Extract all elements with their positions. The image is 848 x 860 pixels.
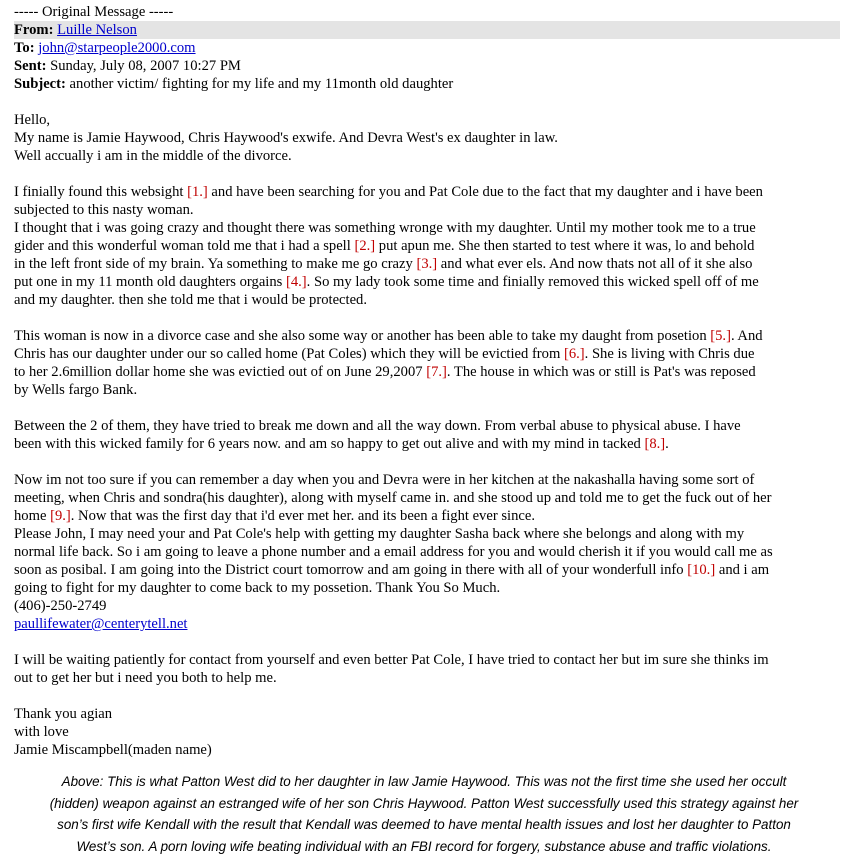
email-link-row xyxy=(14,615,840,633)
paragraph-divorce-case xyxy=(14,327,840,399)
text-span: home xyxy=(14,508,51,524)
text-span: . And xyxy=(730,328,763,344)
body-line: Please John, I may need your and Pat Cole's help with getting my daughter Sasha back where she belongs and along with my xyxy=(14,526,745,542)
reference-6: [6.] xyxy=(563,346,585,362)
signature-block xyxy=(14,705,840,759)
body-line: My name is Jamie Haywood, Chris Haywood's exwife. And Devra West's ex daughter in law. xyxy=(14,130,558,146)
body-line xyxy=(14,507,840,525)
signature-name: Jamie Miscampbell(maden name) xyxy=(14,742,212,758)
body-line xyxy=(14,273,840,291)
text-span: . The house in which was or still is Pat's was reposed xyxy=(446,364,756,380)
text-span: been with this wicked family for 6 years now. and am so happy to get out alive and with my mind in tacked xyxy=(14,436,645,452)
to-recipient-link[interactable]: john@starpeople2000.com xyxy=(38,40,196,56)
body-line: Thank you agian xyxy=(14,706,113,722)
paragraph-abuse xyxy=(14,417,840,453)
paragraph-websight xyxy=(14,183,840,309)
body-line xyxy=(14,327,840,345)
body-line xyxy=(14,363,840,381)
reference-7: [7.] xyxy=(426,364,447,380)
sent-label: Sent: xyxy=(14,58,47,74)
body-line: and my daughter. then she told me that i would be protected. xyxy=(14,292,368,308)
body-line xyxy=(14,345,840,363)
caption-line: Above: This is what Patton West did to her daughter in law Jamie Haywood. This was not the first time she used her occult xyxy=(61,774,787,789)
text-span: put one in my 11 month old daughters orgains xyxy=(14,274,286,290)
to-label: To: xyxy=(14,40,35,56)
body-line: meeting, when Chris and sondra(his daughter), along with myself came in. and she stood up and told me to get the fuck out of her xyxy=(14,490,772,506)
original-message-divider: ----- Original Message ----- xyxy=(14,4,174,20)
text-span: gider and this wonderful woman told me that i had a spell xyxy=(14,238,355,254)
reference-10: [10.] xyxy=(687,562,716,578)
text-span: . So my lady took some time and finially removed this wicked spell off of me xyxy=(306,274,759,290)
subject-label: Subject: xyxy=(14,76,66,92)
text-span: . xyxy=(665,436,669,452)
reference-2: [2.] xyxy=(354,238,376,254)
body-line xyxy=(14,561,840,579)
reference-9: [9.] xyxy=(50,508,71,524)
body-line: Hello, xyxy=(14,112,51,128)
from-row xyxy=(14,21,840,39)
email-address-link[interactable]: paullifewater@centerytell.net xyxy=(14,616,188,632)
reference-4: [4.] xyxy=(286,274,307,290)
to-row xyxy=(14,39,840,57)
body-line: going to fight for my daughter to come back to my possetion. Thank You So Much. xyxy=(14,580,501,596)
body-line xyxy=(14,183,840,201)
body-line: out to get her but i need you both to help me. xyxy=(14,670,277,686)
paragraph-greeting xyxy=(14,111,840,165)
text-span: I finially found this websight xyxy=(14,184,188,200)
text-span: This woman is now in a divorce case and she also some way or another has been able to take my daught from posetion xyxy=(14,328,711,344)
email-message xyxy=(14,3,840,759)
from-label: From: xyxy=(14,22,54,38)
reference-8: [8.] xyxy=(644,436,666,452)
body-line xyxy=(14,237,840,255)
caption-line: West’s son. A porn loving wife beating individual with an FBI record for forgery, substance abuse and traffic violations. xyxy=(76,838,772,854)
body-line xyxy=(14,435,840,453)
image-caption xyxy=(0,771,848,857)
text-span: . She is living with Chris due xyxy=(584,346,755,362)
body-line: Now im not too sure if you can remember a day when you and Devra were in her kitchen at the nakashalla having some sort of xyxy=(14,472,755,488)
text-span: in the left front side of my brain. Ya something to make me go crazy xyxy=(14,256,417,272)
phone-number: (406)-250-2749 xyxy=(14,598,107,614)
reference-1: [1.] xyxy=(187,184,208,200)
text-span: and have been searching for you and Pat Cole due to the fact that my daughter and i have been xyxy=(207,184,763,200)
text-span: to her 2.6million dollar home she was evictied out of on June 29,2007 xyxy=(14,364,427,380)
reference-5: [5.] xyxy=(710,328,731,344)
paragraph-waiting xyxy=(14,651,840,687)
text-span: put apun me. She then started to test where it was, lo and behold xyxy=(375,238,755,254)
body-line: with love xyxy=(14,724,69,740)
sent-row xyxy=(14,57,840,75)
caption-line: (hidden) weapon against an estranged wife of her son Chris Haywood. Patton West successfully used this strategy against her xyxy=(49,795,799,811)
body-line: Well accually i am in the middle of the divorce. xyxy=(14,148,292,164)
sent-value: Sunday, July 08, 2007 10:27 PM xyxy=(50,58,241,74)
text-span: and what ever els. And now thats not all of it she also xyxy=(437,256,753,272)
body-line: normal life back. So i am going to leave a phone number and a email address for you and would cherish it if you would call me as xyxy=(14,544,773,560)
body-line: subjected to this nasty woman. xyxy=(14,202,194,218)
body-line: I will be waiting patiently for contact from yourself and even better Pat Cole, I have tried to contact her but im sure she thinks im xyxy=(14,652,769,668)
paragraph-kitchen xyxy=(14,471,840,633)
subject-row xyxy=(14,75,840,93)
from-sender-link[interactable]: Luille Nelson xyxy=(57,22,137,38)
text-span: and i am xyxy=(715,562,770,578)
text-span: Chris has our daughter under our so called home (Pat Coles) which they will be evictied from xyxy=(14,346,564,362)
body-line: I thought that i was going crazy and thought there was something wronge with my daughter. Until my mother took me to a true xyxy=(14,220,756,236)
text-span: . Now that was the first day that i'd ever met her. and its been a fight ever since. xyxy=(70,508,535,524)
caption-line: son’s first wife Kendall with the result that Kendall was deemed to have mental health issues and lost her daughter to Patton xyxy=(57,817,791,832)
text-span: soon as posibal. I am going into the District court tomorrow and am going in there with all of your wonderfull info xyxy=(14,562,688,578)
reference-3: [3.] xyxy=(416,256,438,272)
body-line xyxy=(14,255,840,273)
subject-value: another victim/ fighting for my life and my 11month old daughter xyxy=(69,76,454,92)
body-line: Between the 2 of them, they have tried to break me down and all the way down. From verbal abuse to physical abuse. I have xyxy=(14,418,741,434)
body-line: by Wells fargo Bank. xyxy=(14,382,138,398)
